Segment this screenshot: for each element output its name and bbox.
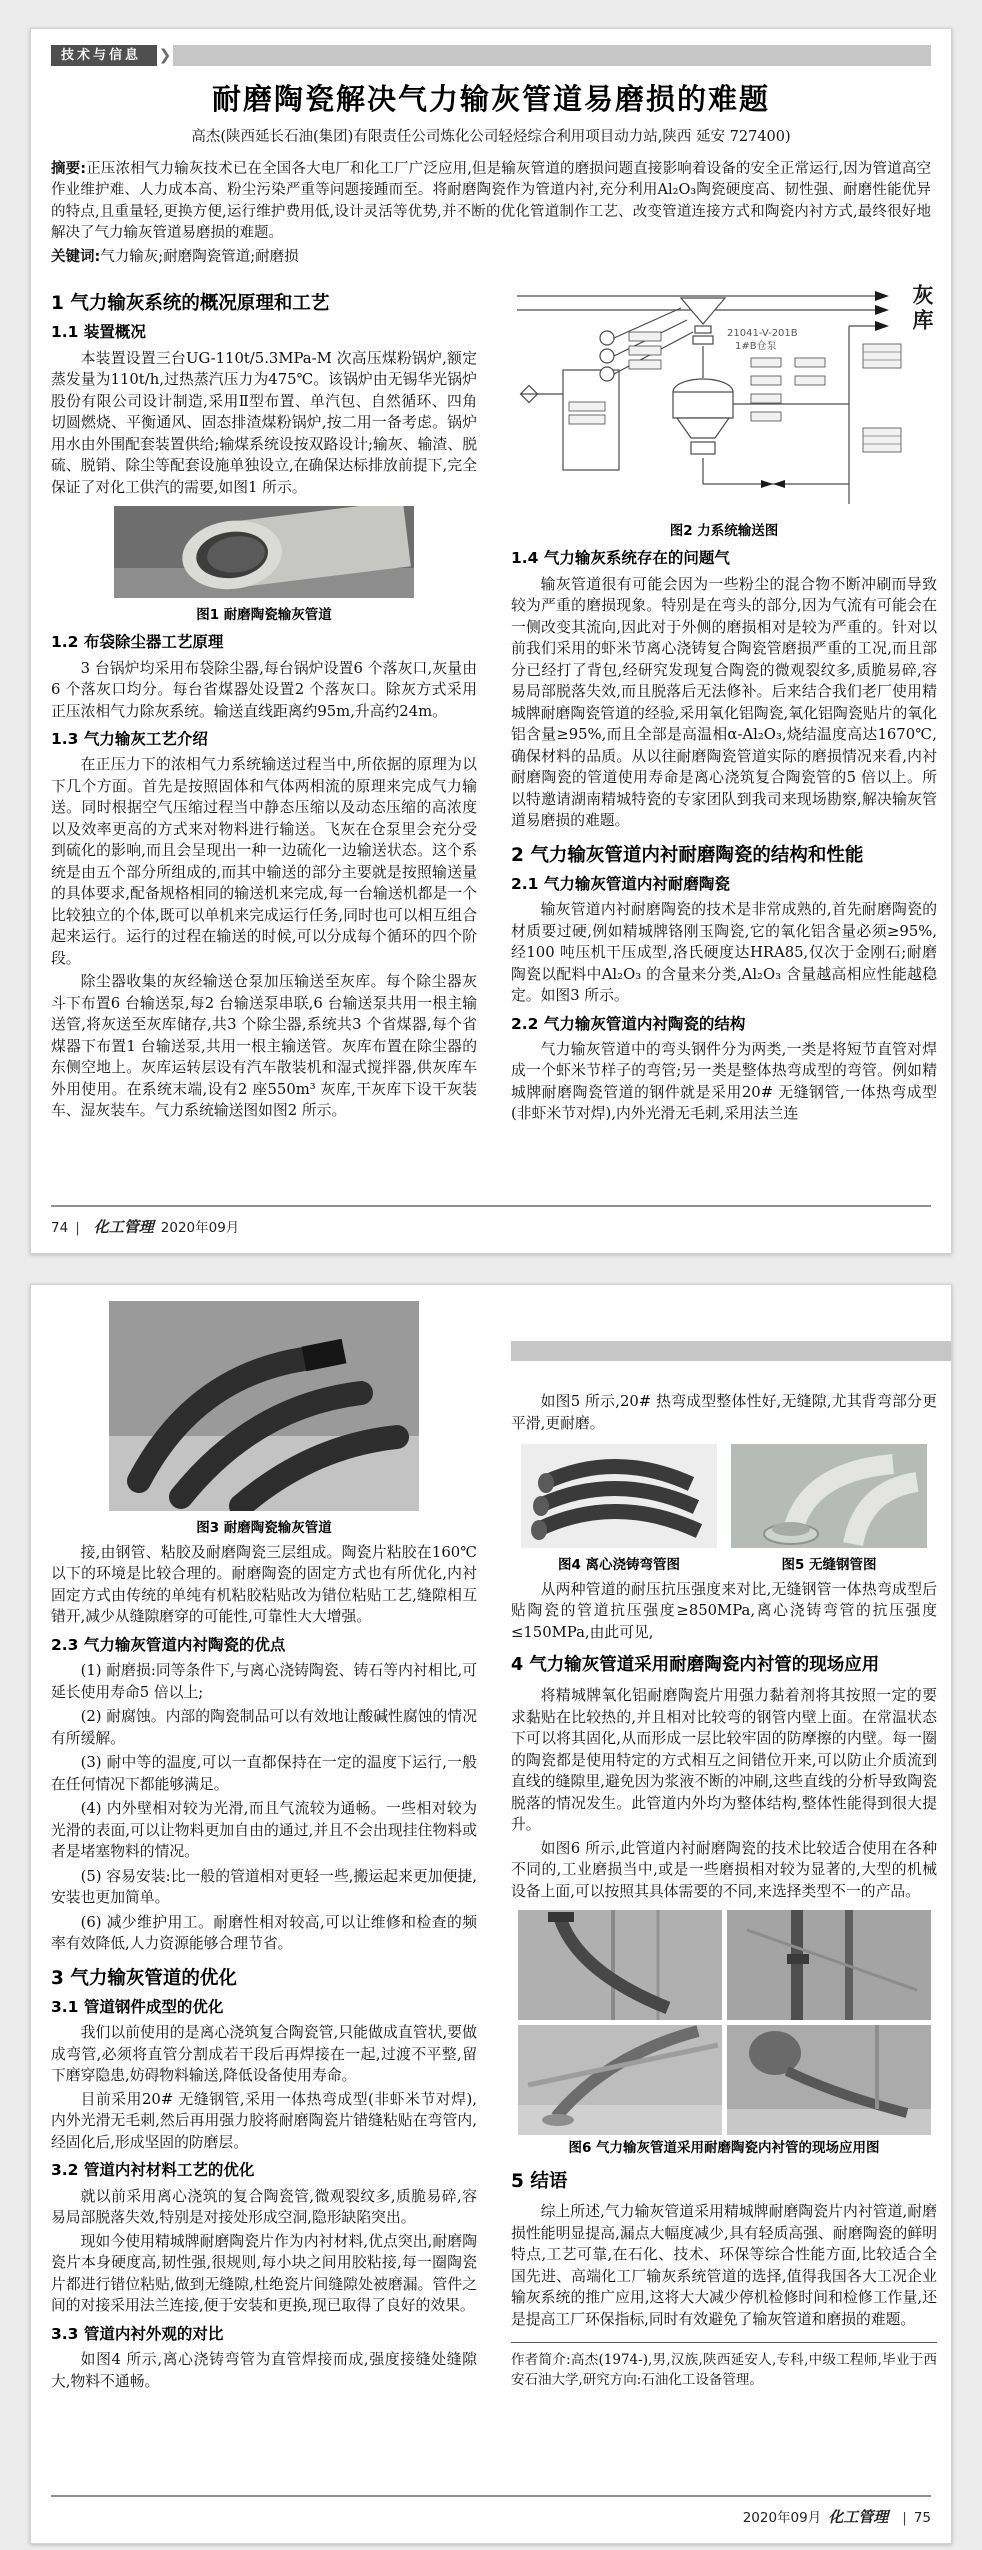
article-title: 耐磨陶瓷解决气力输灰管道易磨损的难题	[211, 82, 770, 116]
paragraph: 接,由钢管、粘胶及耐磨陶瓷三层组成。陶瓷片粘胶在160℃以下的环境是比较合理的。耐磨陶瓷的固定方式也有所优化,内衬固定方式由传统的单纯有机粘胶粘贴改为错位粘贴工艺,缝隙相互错开,减少从缝隙磨穿的可能性,可靠性大大增强。	[51, 1543, 477, 1626]
figure-6-caption: 图6 气力输灰管道采用耐磨陶瓷内衬管的现场应用图	[568, 2140, 880, 2157]
paragraph: 输灰管道很有可能会因为一些粉尘的混合物不断冲刷而导致较为严重的磨损现象。特别是在弯头的部分,因为气流有可能会在一侧改变其流向,因此对于外侧的磨损相对是较为严重的。针对以前我们采用的虾米节离心浇铸复合陶瓷管磨损严重的工况,而且部分已经打了背包,经研究发现复合陶瓷的微观裂纹多,质脆易碎,容易局部脱落失效,而且脱落后无法修补。后来结合我们老厂使用精城牌耐磨陶瓷管道的经验,采用氧化铝陶瓷,氧化铝陶瓷贴片的氧化铝含量≥95%,而且全部是高温相α-Al₂O₃,烧结温度高达1670℃,确保材料的品质。从以往耐磨陶瓷管道实际的磨损情况来看,内衬耐磨陶瓷的管道使用寿命是离心浇筑复合陶瓷管的5 倍以上。所以特邀请湖南精城特瓷的专家团队到我司来现场勘察,解决输灰管道易磨损的难题。	[511, 575, 937, 830]
advantage-item: (6) 减少维护用工。耐磨性相对较高,可以让维修和检查的频率有效降低,人力资源能够合理节省。	[51, 1913, 477, 1953]
abstract	[51, 159, 931, 245]
figure-3	[51, 1301, 477, 1538]
footer-divider: |	[75, 1220, 80, 1236]
figure6-photo-4	[727, 2025, 931, 2135]
figure-2-caption: 图2 力系统输送图	[669, 523, 779, 540]
paragraph: 除尘器收集的灰经输送仓泵加压输送至灰库。每个除尘器灰斗下布置6 台输送泵,每2 台输送泵串联,6 台输送泵共用一根主输送管,将灰送至灰库储存,共3 个除尘器,系统共3 个省煤器,每个省煤器下布置1 台输送泵,共用一根主输送管。灰库布置在除尘器的东侧空地上。灰库运转层设有汽车散装机和湿式搅拌器,供灰库车外用使用。在系统末端,设有2 座550m³ 灰库,干灰库下设干灰装车、湿灰装车。气力系统输送图如图2 所示。	[51, 973, 477, 1120]
paragraph: 目前采用20# 无缝钢管,采用一体热弯成型(非虾米节对焊),内外光滑无毛刺,然后再用强力胶将耐磨陶瓷片错缝粘贴在弯管内,经固化后,形成坚固的防磨层。	[51, 2090, 477, 2151]
figure6-photo-1	[518, 1910, 722, 2020]
section-1-heading: 1 气力输灰系统的概况原理和工艺	[51, 293, 330, 315]
journal-name: 化工管理	[828, 2508, 889, 2526]
journal-name: 化工管理	[93, 1218, 154, 1236]
paragraph: 现如今使用精城牌耐磨陶瓷片作为内衬材料,优点突出,耐磨陶瓷片本身硬度高,韧性强,很规则,每小块之间用胶粘接,每一圈陶瓷片都进行错位粘贴,做到无缝隙,杜绝瓷片间缝隙处被磨漏。管件之间的对接采用法兰连接,便于安装和更换,现已取得了良好的效果。	[51, 2232, 477, 2315]
page2-footer	[51, 2495, 931, 2527]
issue-date: 2020年09月	[160, 1220, 240, 1236]
page-2	[30, 1284, 952, 2544]
banner-band	[173, 45, 931, 66]
section-3-3-heading: 3.3 管道内衬外观的对比	[51, 2324, 224, 2343]
figure6-photo-3	[518, 2025, 722, 2135]
page1-footer	[51, 1205, 931, 1237]
paragraph: 气力输灰管道中的弯头钢件分为两类,一类是将短节直管对焊成一个虾米节样子的弯管;另一类是整体热弯成型的弯管。例如精城牌耐磨陶瓷管道的钢件就是采用20# 无缝钢管,一体热弯成型(非虾米节对焊),内外光滑无毛刺,采用法兰连	[511, 1040, 937, 1123]
figure-5	[731, 1444, 927, 1575]
figure6-photo-2	[727, 1910, 931, 2020]
section-1-2-heading: 1.2 布袋除尘器工艺原理	[51, 633, 224, 652]
paragraph: 输灰管道内衬耐磨陶瓷的技术是非常成熟的,首先耐磨陶瓷的材质要过硬,例如精城牌铬刚玉陶瓷,它的氧化铝含量必须≥95%,经100 吨压机干压成型,洛氏硬度达HRA85,仅次于金刚石;耐磨陶瓷以配料中Al₂O₃ 的含量来分类,Al₂O₃ 含量越高相应性能越稳定。如图3 所示。	[511, 901, 937, 1005]
section-3-1-heading: 3.1 管道钢件成型的优化	[51, 1997, 224, 2016]
paragraph: 我们以前使用的是离心浇筑复合陶瓷管,只能做成直管状,要做成弯管,必须将直管分割成若干段后再焊接在一起,过渡不平整,留下磨穿隐患,妨碍物料输送,降低设备使用寿命。	[51, 2024, 477, 2085]
author-bio: 作者简介:高杰(1974-),男,汉族,陕西延安人,专科,中级工程师,毕业于西安石油大学,研究方向:石油化工设备管理。	[511, 2342, 937, 2390]
paragraph: 如图4 所示,离心浇铸弯管为直管焊接而成,强度接缝处缝隙大,物料不通畅。	[51, 2351, 477, 2390]
figure6-photo-grid	[511, 1910, 937, 2135]
page-number: 75	[913, 2510, 931, 2526]
figure4-cast-bends-photo	[521, 1444, 717, 1548]
keywords	[51, 247, 931, 269]
section-4-heading: 4 气力输灰管道采用耐磨陶瓷内衬管的现场应用	[511, 1655, 880, 1676]
paragraph: 3 台锅炉均采用布袋除尘器,每台锅炉设置6 个落灰口,灰量由6 个落灰口均分。每台省煤器处设置2 个落灰口。除灰方式采用正压浓相气力除灰系统。输送直线距离约95m,升高约24m。	[51, 659, 477, 720]
figure2-equipment-tag: 21041-V-201B	[727, 328, 798, 340]
issue-date: 2020年09月	[742, 2510, 822, 2526]
paragraph: 本装置设置三台UG-110t/5.3MPa-M 次高压煤粉锅炉,额定蒸发量为110t/h,过热蒸汽压力为475℃。该锅炉由无锡华光锅炉股份有限公司设计制造,采用Ⅱ型布置、单汽包、自然循环、四角切圆燃烧、平衡通风、固态排渣煤粉锅炉,按二用一备考虑。锅炉用水由外围配套装置供给;输煤系统设按双路设计;输灰、输渣、脱硫、脱销、除尘等配套设施单独设立,在确保达标排放前提下,完全保证了对化工供汽的需要,如图1 所示。	[51, 349, 477, 496]
figure-1	[51, 506, 477, 625]
figure3-pipes-photo	[109, 1301, 419, 1511]
paragraph: 将精城牌氧化铝耐磨陶瓷片用强力黏着剂将其按照一定的要求黏贴在比较热的,并且相对比较弯的钢管内壁上面。在常温状态下可以将其固化,从而形成一层比较牢固的防摩擦的内壁。每一圈的陶瓷都是使用特定的方式相互之间错位开来,可以防止介质流到直线的缝隙里,避免因为浆液不断的冲刷,这些直线的分析导致陶瓷脱落的情况发生。此管道内外均为整体结构,整体性能得到很大提升。	[511, 1687, 937, 1834]
keywords-text: 气力输灰;耐磨陶瓷管道;耐磨损	[100, 248, 299, 265]
figure-4-caption: 图4 离心浇铸弯管图	[557, 1557, 681, 1573]
chevron-icon: ❯	[158, 46, 172, 64]
section-1-1-heading: 1.1 装置概况	[51, 323, 146, 342]
section-1-3-heading: 1.3 气力输灰工艺介绍	[51, 730, 208, 749]
section-2-2-heading: 2.2 气力输灰管道内衬陶瓷的结构	[511, 1014, 746, 1033]
section-3-heading: 3 气力输灰管道的优化	[51, 1967, 237, 1989]
abstract-text: 正压浓相气力输灰技术已在全国各大电厂和化工厂广泛应用,但是输灰管道的磨损问题直接影响着设备的安全正常运行,因为管道高空作业维护难、人力成本高、粉尘污染严重等问题接踵而至。将耐磨陶瓷作为管道内衬,充分利用Al₂O₃陶瓷硬度高、韧性强、耐磨性能优异的特点,且重量轻,更换方便,运行维护费用低,设计灵活等优势,并不断的优化管道制作工艺、改变管道连接方式和陶瓷内衬方式,最终很好地解决了气力输灰管道易磨损的难题。	[51, 160, 931, 242]
figure-5-caption: 图5 无缝钢管图	[781, 1557, 877, 1573]
section-2-1-heading: 2.1 气力输灰管道内衬耐磨陶瓷	[511, 874, 730, 893]
byline: 高杰(陕西延长石油(集团)有限责任公司炼化公司轻烃综合利用项目动力站,陕西 延安 727400)	[191, 128, 791, 145]
figure1-pipe-photo	[114, 506, 414, 598]
advantage-item: (1) 耐磨损:同等条件下,与离心浇铸陶瓷、铸石等内衬相比,可延长使用寿命5 倍以上;	[51, 1662, 477, 1701]
paragraph: 综上所述,气力输灰管道采用精城牌耐磨陶瓷片内衬管道,耐磨损性能明显提高,漏点大幅度减少,具有轻质高强、耐磨陶瓷的鲜明特点,工艺可靠,在石化、技术、环保等综合性能方面,比较适合全国先进、高端化工厂输灰系统管道的选择,值得我国各大工况企业输灰系统的推广应用,这将大大减少停机检修时间和检修工作量,还是提高工厂环保指标,同时有效避免了输灰管道和磨损的难题。	[511, 2203, 937, 2328]
figure2-silo-label: 灰库	[910, 284, 935, 335]
page2-right-column	[511, 1301, 937, 2394]
figure2-pump-label: 1#B仓泵	[735, 341, 777, 353]
advantage-item: (2) 耐腐蚀。内部的陶瓷制品可以有效地让酸碱性腐蚀的情况有所缓解。	[51, 1708, 477, 1747]
page1-right-column	[511, 280, 937, 1127]
page2-left-column	[51, 1301, 477, 2394]
section-banner	[51, 45, 931, 66]
paragraph: 就以前采用离心浇筑的复合陶瓷管,微观裂纹多,质脆易碎,容易局部脱落失效,特别是对接处形成空洞,隐形缺陷突出。	[51, 2187, 477, 2227]
page2-banner-band	[511, 1341, 951, 1361]
section-2-heading: 2 气力输灰管道内衬耐磨陶瓷的结构和性能	[511, 844, 864, 866]
page-1	[30, 28, 952, 1254]
figure-6	[511, 1910, 937, 2158]
page1-columns	[51, 280, 937, 1127]
figure5-seamless-pipe-photo	[731, 1444, 927, 1548]
abstract-label: 摘要:	[51, 160, 87, 177]
column-tag: 技术与信息	[51, 45, 157, 66]
section-5-heading: 5 结语	[511, 2171, 568, 2193]
paragraph: 从两种管道的耐压抗压强度来对比,无缝钢管一体热弯成型后贴陶瓷的管道抗压强度≥850MPa,离心浇铸弯管的抗压强度≤150MPa,由此可见,	[511, 1580, 937, 1641]
figure-4	[521, 1444, 717, 1575]
paragraph: 如图5 所示,20# 热弯成型整体性好,无缝隙,尤其背弯部分更平滑,更耐磨。	[511, 1393, 937, 1432]
page1-left-column	[51, 280, 477, 1127]
advantage-item: (3) 耐中等的温度,可以一直都保持在一定的温度下运行,一般在任何情况下都能够满足。	[51, 1754, 477, 1793]
advantage-item: (4) 内外壁相对较为光滑,而且气流较为通畅。一些相对较为光滑的表面,可以让物料更加自由的通过,并且不会出现挂住物料或者是堵塞物料的情况。	[51, 1800, 477, 1861]
paragraph: 在正压力下的浓相气力系统输送过程当中,所依据的原理为以下几个方面。首先是按照固体和气体两相流的原理来完成气力输送。同时根据空气压缩过程当中静态压缩以及动态压缩的高浓度以及效率更高的方式来对物料进行输送。飞灰在仓泵里会充分受到硫化的影响,而且会呈现出一种一边硫化一边输送状态。这个系统是由五个部分所组成的,而其中输送的部分主要就是按照输送量的具体要求,配备规格相同的输送机来完成,每一台输送机都是一个比较独立的个体,既可以单机来完成运行任务,同时也可以相互组合起来运行。运行的过程在输送的时候,可以分成每个循环的四个阶段。	[51, 756, 477, 967]
page-number: 74	[51, 1220, 69, 1236]
paragraph: 如图6 所示,此管道内衬耐磨陶瓷的技术比较适合使用在各种不同的,工业磨损当中,或是一些磨损相对较为显著的,大型的机械设备上面,可以按照其具体需要的不同,来选择类型不一的产品。	[511, 1839, 937, 1900]
figure-4-5-row	[511, 1436, 937, 1579]
figure-1-caption: 图1 耐磨陶瓷输灰管道	[196, 607, 332, 624]
figure2-diagram	[511, 282, 937, 514]
keywords-label: 关键词:	[51, 248, 101, 265]
section-1-4-heading: 1.4 气力输灰系统存在的问题气	[511, 549, 730, 568]
page2-columns	[51, 1301, 937, 2394]
figure-2	[511, 282, 937, 541]
footer-divider: |	[902, 2510, 907, 2526]
section-3-2-heading: 3.2 管道内衬材料工艺的优化	[51, 2161, 255, 2180]
section-2-3-heading: 2.3 气力输灰管道内衬陶瓷的优点	[51, 1635, 286, 1654]
figure-3-caption: 图3 耐磨陶瓷输灰管道	[196, 1520, 332, 1536]
advantage-item: (5) 容易安装:比一般的管道相对更轻一些,搬运起来更加便捷,安装也更加简单。	[51, 1867, 477, 1907]
